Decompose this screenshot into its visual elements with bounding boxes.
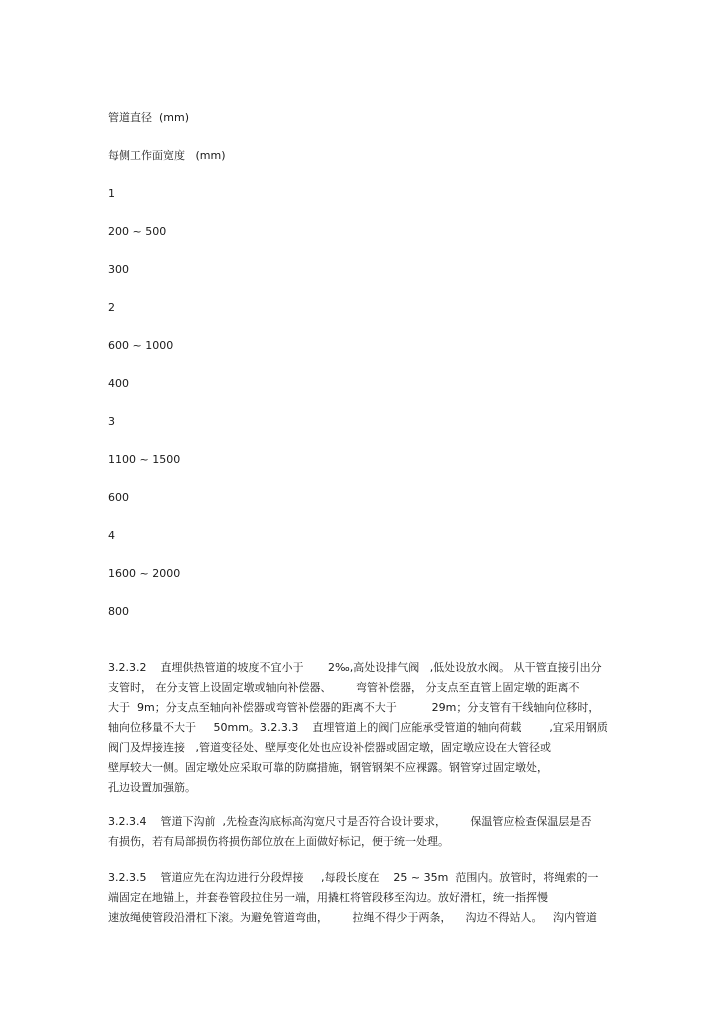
paragraph-line: 3.2.3.4 管道下沟前 ,先检查沟底标高沟宽尺寸是否符合设计要求， 保温管应检查保温层是否	[108, 815, 592, 828]
paragraph-3-2-3-2	[108, 658, 613, 798]
paragraph-line: 壁厚较大一侧。固定墩处应采取可靠的防腐措施，钢管钢架不应裸露。钢管穿过固定墩处，	[108, 761, 548, 774]
paragraph-line: 孔边设置加强筋。	[108, 781, 196, 794]
table-cell-index-4: 4	[108, 529, 115, 542]
paragraph-line: 有损伤，若有局部损伤将损伤部位放在上面做好标记，便于统一处理。	[108, 835, 449, 848]
table-cell-diameter-2: 600 ~ 1000	[108, 339, 174, 352]
paragraph-line: 端固定在地锚上，并套卷管段拉住另一端，用撬杠将管段移至沟边。放好滑杠，统一指挥慢	[108, 891, 548, 904]
table-cell-index-3: 3	[108, 415, 115, 428]
paragraph-3-2-3-4	[108, 812, 613, 852]
table-cell-diameter-1: 200 ~ 500	[108, 225, 167, 238]
table-header-diameter: 管道直径 (mm)	[108, 111, 190, 124]
paragraph-3-2-3-5	[108, 868, 613, 928]
paragraph-line: 支管时， 在分支管上设固定墩或轴向补偿器、 弯管补偿器， 分支点至直管上固定墩的距离不	[108, 681, 580, 694]
table-cell-width-2: 400	[108, 377, 129, 390]
table-cell-width-4: 800	[108, 605, 129, 618]
paragraph-line: 阀门及焊接连接 ,管道变径处、壁厚变化处也应设补偿器或固定墩，固定墩应设在大管径或	[108, 741, 551, 754]
table-cell-index-2: 2	[108, 301, 115, 314]
paragraph-line: 3.2.3.5 管道应先在沟边进行分段焊接 ,每段长度在 25 ~ 35m 范围内。放管时，将绳索的一	[108, 871, 599, 884]
paragraph-line: 速放绳使管段沿滑杠下滚。为避免管道弯曲， 拉绳不得少于两条， 沟边不得站人。 沟内管道	[108, 911, 597, 924]
paragraph-line: 轴向位移量不大于 50mm。3.2.3.3 直埋管道上的阀门应能承受管道的轴向荷载 ,宜采用钢质	[108, 721, 608, 734]
table-header-width: 每侧工作面宽度 (mm)	[108, 149, 226, 162]
paragraph-line: 3.2.3.2 直埋供热管道的坡度不宜小于 2‰,高处设排气阀 ,低处设放水阀。 从干管直接引出分	[108, 661, 602, 674]
table-cell-diameter-4: 1600 ~ 2000	[108, 567, 181, 580]
paragraph-line: 大于 9m；分支点至轴向补偿器或弯管补偿器的距离不大于 29m；分支管有干线轴向位移时，	[108, 701, 600, 714]
table-cell-width-3: 600	[108, 491, 129, 504]
table-cell-index-1: 1	[108, 187, 115, 200]
table-cell-diameter-3: 1100 ~ 1500	[108, 453, 181, 466]
table-cell-width-1: 300	[108, 263, 129, 276]
